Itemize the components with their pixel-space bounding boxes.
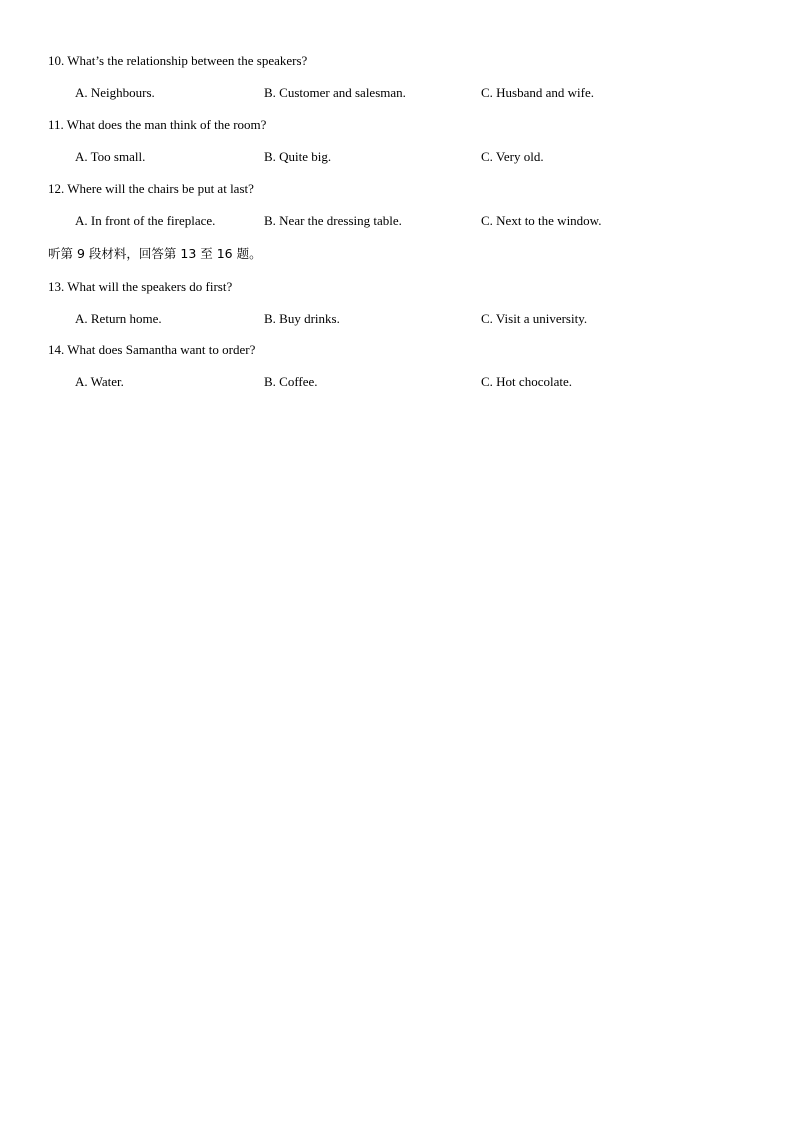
question-14-options [0, 373, 794, 391]
question-12-prompt: 12. Where will the chairs be put at last? [48, 181, 254, 196]
question-14-option-a: A. Water. [75, 374, 124, 389]
question-11-options [0, 148, 794, 166]
question-13-option-a: A. Return home. [75, 311, 162, 326]
question-10-prompt: 10. What’s the relationship between the speakers? [48, 53, 308, 68]
question-13-option-c: C. Visit a university. [481, 311, 588, 326]
question-10-option-b: B. Customer and salesman. [264, 85, 406, 100]
question-11-option-c: C. Very old. [481, 149, 544, 164]
question-11-option-a: A. Too small. [75, 149, 146, 164]
question-13-options [0, 310, 794, 328]
question-12-options [0, 212, 794, 230]
question-11-prompt: 11. What does the man think of the room? [48, 117, 267, 132]
question-10-option-c: C. Husband and wife. [481, 85, 595, 100]
question-13-option-b: B. Buy drinks. [264, 311, 340, 326]
question-14-prompt: 14. What does Samantha want to order? [48, 342, 256, 357]
question-11-option-b: B. Quite big. [264, 149, 332, 164]
question-13-prompt: 13. What will the speakers do first? [48, 279, 233, 294]
question-10-options [0, 84, 794, 102]
question-12-option-a: A. In front of the fireplace. [75, 213, 216, 228]
question-12-option-b: B. Near the dressing table. [264, 213, 402, 228]
question-14-option-c: C. Hot chocolate. [481, 374, 572, 389]
question-14-option-b: B. Coffee. [264, 374, 318, 389]
question-12-option-c: C. Next to the window. [481, 213, 602, 228]
section-heading: 听第 9 段材料，回答第 13 至 16 题。 [48, 246, 262, 261]
question-10-option-a: A. Neighbours. [75, 85, 155, 100]
